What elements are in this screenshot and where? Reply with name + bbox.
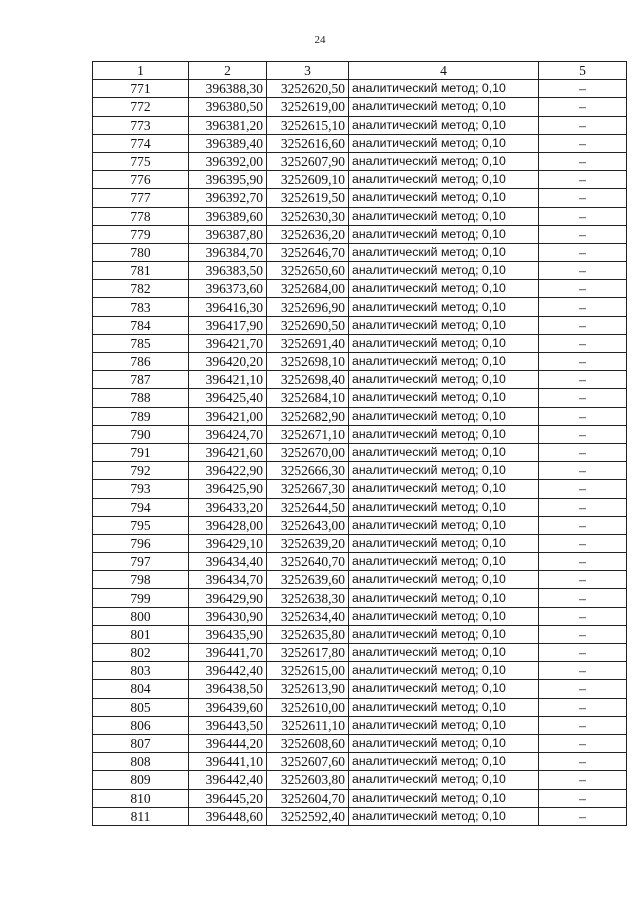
y-coordinate-cell: 3252610,00 <box>267 698 349 716</box>
table-row <box>93 134 627 152</box>
table-row <box>93 371 627 389</box>
column-5-cell: – <box>539 462 627 480</box>
column-5-cell: – <box>539 371 627 389</box>
header-row <box>93 62 627 80</box>
table-row <box>93 498 627 516</box>
y-coordinate-cell: 3252698,40 <box>267 371 349 389</box>
column-header-5: 5 <box>539 62 627 80</box>
column-header-4: 4 <box>349 62 539 80</box>
point-number-cell: 805 <box>93 698 189 716</box>
point-number-cell: 790 <box>93 425 189 443</box>
table-row <box>93 789 627 807</box>
x-coordinate-cell: 396421,00 <box>189 407 267 425</box>
column-5-cell: – <box>539 443 627 461</box>
x-coordinate-cell: 396392,70 <box>189 189 267 207</box>
column-5-cell: – <box>539 607 627 625</box>
method-accuracy-cell: аналитический метод; 0,10 <box>349 553 539 571</box>
method-accuracy-cell: аналитический метод; 0,10 <box>349 353 539 371</box>
table-body <box>93 80 627 826</box>
y-coordinate-cell: 3252635,80 <box>267 625 349 643</box>
point-number-cell: 791 <box>93 443 189 461</box>
x-coordinate-cell: 396395,90 <box>189 171 267 189</box>
x-coordinate-cell: 396422,90 <box>189 462 267 480</box>
point-number-cell: 771 <box>93 80 189 98</box>
x-coordinate-cell: 396442,40 <box>189 771 267 789</box>
table-row <box>93 189 627 207</box>
y-coordinate-cell: 3252646,70 <box>267 243 349 261</box>
y-coordinate-cell: 3252636,20 <box>267 225 349 243</box>
point-number-cell: 773 <box>93 116 189 134</box>
table-row <box>93 534 627 552</box>
x-coordinate-cell: 396389,60 <box>189 207 267 225</box>
y-coordinate-cell: 3252616,60 <box>267 134 349 152</box>
column-header-3: 3 <box>267 62 349 80</box>
y-coordinate-cell: 3252696,90 <box>267 298 349 316</box>
method-accuracy-cell: аналитический метод; 0,10 <box>349 662 539 680</box>
x-coordinate-cell: 396389,40 <box>189 134 267 152</box>
method-accuracy-cell: аналитический метод; 0,10 <box>349 225 539 243</box>
column-5-cell: – <box>539 262 627 280</box>
method-accuracy-cell: аналитический метод; 0,10 <box>349 243 539 261</box>
point-number-cell: 798 <box>93 571 189 589</box>
x-coordinate-cell: 396384,70 <box>189 243 267 261</box>
table-row <box>93 225 627 243</box>
x-coordinate-cell: 396380,50 <box>189 98 267 116</box>
x-coordinate-cell: 396388,30 <box>189 80 267 98</box>
column-5-cell: – <box>539 771 627 789</box>
column-5-cell: – <box>539 480 627 498</box>
y-coordinate-cell: 3252630,30 <box>267 207 349 225</box>
method-accuracy-cell: аналитический метод; 0,10 <box>349 716 539 734</box>
y-coordinate-cell: 3252666,30 <box>267 462 349 480</box>
y-coordinate-cell: 3252638,30 <box>267 589 349 607</box>
point-number-cell: 777 <box>93 189 189 207</box>
table-row <box>93 98 627 116</box>
method-accuracy-cell: аналитический метод; 0,10 <box>349 334 539 352</box>
method-accuracy-cell: аналитический метод; 0,10 <box>349 625 539 643</box>
point-number-cell: 792 <box>93 462 189 480</box>
point-number-cell: 810 <box>93 789 189 807</box>
method-accuracy-cell: аналитический метод; 0,10 <box>349 789 539 807</box>
x-coordinate-cell: 396424,70 <box>189 425 267 443</box>
point-number-cell: 788 <box>93 389 189 407</box>
table-row <box>93 462 627 480</box>
x-coordinate-cell: 396444,20 <box>189 734 267 752</box>
column-5-cell: – <box>539 152 627 170</box>
y-coordinate-cell: 3252690,50 <box>267 316 349 334</box>
table-row <box>93 625 627 643</box>
y-coordinate-cell: 3252611,10 <box>267 716 349 734</box>
point-number-cell: 794 <box>93 498 189 516</box>
method-accuracy-cell: аналитический метод; 0,10 <box>349 771 539 789</box>
column-5-cell: – <box>539 625 627 643</box>
y-coordinate-cell: 3252650,60 <box>267 262 349 280</box>
y-coordinate-cell: 3252634,40 <box>267 607 349 625</box>
method-accuracy-cell: аналитический метод; 0,10 <box>349 680 539 698</box>
table-row <box>93 116 627 134</box>
point-number-cell: 772 <box>93 98 189 116</box>
x-coordinate-cell: 396428,00 <box>189 516 267 534</box>
column-5-cell: – <box>539 734 627 752</box>
coordinates-table <box>92 61 627 826</box>
table-row <box>93 516 627 534</box>
point-number-cell: 802 <box>93 644 189 662</box>
column-5-cell: – <box>539 789 627 807</box>
column-5-cell: – <box>539 425 627 443</box>
table-row <box>93 243 627 261</box>
point-number-cell: 808 <box>93 753 189 771</box>
column-5-cell: – <box>539 680 627 698</box>
point-number-cell: 804 <box>93 680 189 698</box>
y-coordinate-cell: 3252607,90 <box>267 152 349 170</box>
x-coordinate-cell: 396425,40 <box>189 389 267 407</box>
column-header-1: 1 <box>93 62 189 80</box>
x-coordinate-cell: 396383,50 <box>189 262 267 280</box>
method-accuracy-cell: аналитический метод; 0,10 <box>349 571 539 589</box>
table-row <box>93 407 627 425</box>
y-coordinate-cell: 3252640,70 <box>267 553 349 571</box>
table-row <box>93 425 627 443</box>
column-5-cell: – <box>539 662 627 680</box>
method-accuracy-cell: аналитический метод; 0,10 <box>349 152 539 170</box>
column-5-cell: – <box>539 243 627 261</box>
y-coordinate-cell: 3252620,50 <box>267 80 349 98</box>
table-row <box>93 80 627 98</box>
x-coordinate-cell: 396438,50 <box>189 680 267 698</box>
y-coordinate-cell: 3252617,80 <box>267 644 349 662</box>
y-coordinate-cell: 3252613,90 <box>267 680 349 698</box>
column-5-cell: – <box>539 334 627 352</box>
column-5-cell: – <box>539 225 627 243</box>
point-number-cell: 779 <box>93 225 189 243</box>
column-5-cell: – <box>539 189 627 207</box>
point-number-cell: 787 <box>93 371 189 389</box>
column-5-cell: – <box>539 516 627 534</box>
table-row <box>93 207 627 225</box>
point-number-cell: 797 <box>93 553 189 571</box>
column-5-cell: – <box>539 98 627 116</box>
table-row <box>93 644 627 662</box>
x-coordinate-cell: 396434,70 <box>189 571 267 589</box>
table-row <box>93 262 627 280</box>
y-coordinate-cell: 3252670,00 <box>267 443 349 461</box>
table-row <box>93 589 627 607</box>
x-coordinate-cell: 396435,90 <box>189 625 267 643</box>
method-accuracy-cell: аналитический метод; 0,10 <box>349 189 539 207</box>
table-row <box>93 298 627 316</box>
y-coordinate-cell: 3252619,00 <box>267 98 349 116</box>
point-number-cell: 809 <box>93 771 189 789</box>
column-5-cell: – <box>539 698 627 716</box>
y-coordinate-cell: 3252667,30 <box>267 480 349 498</box>
method-accuracy-cell: аналитический метод; 0,10 <box>349 589 539 607</box>
x-coordinate-cell: 396445,20 <box>189 789 267 807</box>
y-coordinate-cell: 3252671,10 <box>267 425 349 443</box>
y-coordinate-cell: 3252684,10 <box>267 389 349 407</box>
column-5-cell: – <box>539 80 627 98</box>
column-5-cell: – <box>539 353 627 371</box>
column-5-cell: – <box>539 134 627 152</box>
x-coordinate-cell: 396381,20 <box>189 116 267 134</box>
method-accuracy-cell: аналитический метод; 0,10 <box>349 316 539 334</box>
method-accuracy-cell: аналитический метод; 0,10 <box>349 171 539 189</box>
y-coordinate-cell: 3252604,70 <box>267 789 349 807</box>
y-coordinate-cell: 3252608,60 <box>267 734 349 752</box>
y-coordinate-cell: 3252644,50 <box>267 498 349 516</box>
table-row <box>93 316 627 334</box>
column-5-cell: – <box>539 116 627 134</box>
table-row <box>93 716 627 734</box>
method-accuracy-cell: аналитический метод; 0,10 <box>349 262 539 280</box>
point-number-cell: 781 <box>93 262 189 280</box>
method-accuracy-cell: аналитический метод; 0,10 <box>349 80 539 98</box>
table-row <box>93 771 627 789</box>
method-accuracy-cell: аналитический метод; 0,10 <box>349 753 539 771</box>
table-header <box>93 62 627 80</box>
point-number-cell: 782 <box>93 280 189 298</box>
x-coordinate-cell: 396392,00 <box>189 152 267 170</box>
y-coordinate-cell: 3252698,10 <box>267 353 349 371</box>
point-number-cell: 807 <box>93 734 189 752</box>
column-5-cell: – <box>539 807 627 825</box>
column-5-cell: – <box>539 389 627 407</box>
column-5-cell: – <box>539 316 627 334</box>
method-accuracy-cell: аналитический метод; 0,10 <box>349 98 539 116</box>
table-row <box>93 553 627 571</box>
point-number-cell: 783 <box>93 298 189 316</box>
table-row <box>93 734 627 752</box>
method-accuracy-cell: аналитический метод; 0,10 <box>349 516 539 534</box>
column-5-cell: – <box>539 571 627 589</box>
y-coordinate-cell: 3252609,10 <box>267 171 349 189</box>
x-coordinate-cell: 396420,20 <box>189 353 267 371</box>
y-coordinate-cell: 3252592,40 <box>267 807 349 825</box>
method-accuracy-cell: аналитический метод; 0,10 <box>349 207 539 225</box>
method-accuracy-cell: аналитический метод; 0,10 <box>349 425 539 443</box>
x-coordinate-cell: 396421,60 <box>189 443 267 461</box>
method-accuracy-cell: аналитический метод; 0,10 <box>349 371 539 389</box>
y-coordinate-cell: 3252682,90 <box>267 407 349 425</box>
point-number-cell: 778 <box>93 207 189 225</box>
x-coordinate-cell: 396429,90 <box>189 589 267 607</box>
column-5-cell: – <box>539 553 627 571</box>
table-row <box>93 334 627 352</box>
page-number: 24 <box>314 34 326 46</box>
point-number-cell: 789 <box>93 407 189 425</box>
y-coordinate-cell: 3252615,00 <box>267 662 349 680</box>
table-row <box>93 753 627 771</box>
method-accuracy-cell: аналитический метод; 0,10 <box>349 480 539 498</box>
point-number-cell: 775 <box>93 152 189 170</box>
x-coordinate-cell: 396373,60 <box>189 280 267 298</box>
x-coordinate-cell: 396430,90 <box>189 607 267 625</box>
column-5-cell: – <box>539 298 627 316</box>
y-coordinate-cell: 3252639,60 <box>267 571 349 589</box>
column-5-cell: – <box>539 753 627 771</box>
table-row <box>93 443 627 461</box>
method-accuracy-cell: аналитический метод; 0,10 <box>349 807 539 825</box>
point-number-cell: 799 <box>93 589 189 607</box>
x-coordinate-cell: 396387,80 <box>189 225 267 243</box>
method-accuracy-cell: аналитический метод; 0,10 <box>349 698 539 716</box>
y-coordinate-cell: 3252691,40 <box>267 334 349 352</box>
point-number-cell: 793 <box>93 480 189 498</box>
point-number-cell: 811 <box>93 807 189 825</box>
x-coordinate-cell: 396441,10 <box>189 753 267 771</box>
table-row <box>93 280 627 298</box>
x-coordinate-cell: 396421,70 <box>189 334 267 352</box>
method-accuracy-cell: аналитический метод; 0,10 <box>349 280 539 298</box>
method-accuracy-cell: аналитический метод; 0,10 <box>349 498 539 516</box>
method-accuracy-cell: аналитический метод; 0,10 <box>349 298 539 316</box>
y-coordinate-cell: 3252639,20 <box>267 534 349 552</box>
y-coordinate-cell: 3252615,10 <box>267 116 349 134</box>
y-coordinate-cell: 3252603,80 <box>267 771 349 789</box>
method-accuracy-cell: аналитический метод; 0,10 <box>349 116 539 134</box>
table-row <box>93 389 627 407</box>
x-coordinate-cell: 396417,90 <box>189 316 267 334</box>
table-row <box>93 152 627 170</box>
x-coordinate-cell: 396421,10 <box>189 371 267 389</box>
x-coordinate-cell: 396443,50 <box>189 716 267 734</box>
y-coordinate-cell: 3252643,00 <box>267 516 349 534</box>
point-number-cell: 774 <box>93 134 189 152</box>
point-number-cell: 780 <box>93 243 189 261</box>
x-coordinate-cell: 396442,40 <box>189 662 267 680</box>
method-accuracy-cell: аналитический метод; 0,10 <box>349 407 539 425</box>
method-accuracy-cell: аналитический метод; 0,10 <box>349 534 539 552</box>
column-5-cell: – <box>539 716 627 734</box>
y-coordinate-cell: 3252684,00 <box>267 280 349 298</box>
point-number-cell: 796 <box>93 534 189 552</box>
column-5-cell: – <box>539 407 627 425</box>
point-number-cell: 786 <box>93 353 189 371</box>
point-number-cell: 795 <box>93 516 189 534</box>
x-coordinate-cell: 396433,20 <box>189 498 267 516</box>
point-number-cell: 801 <box>93 625 189 643</box>
x-coordinate-cell: 396434,40 <box>189 553 267 571</box>
point-number-cell: 784 <box>93 316 189 334</box>
x-coordinate-cell: 396416,30 <box>189 298 267 316</box>
column-5-cell: – <box>539 207 627 225</box>
x-coordinate-cell: 396439,60 <box>189 698 267 716</box>
column-5-cell: – <box>539 171 627 189</box>
table-row <box>93 680 627 698</box>
x-coordinate-cell: 396448,60 <box>189 807 267 825</box>
column-5-cell: – <box>539 498 627 516</box>
method-accuracy-cell: аналитический метод; 0,10 <box>349 734 539 752</box>
table-row <box>93 698 627 716</box>
y-coordinate-cell: 3252607,60 <box>267 753 349 771</box>
table-row <box>93 607 627 625</box>
point-number-cell: 803 <box>93 662 189 680</box>
x-coordinate-cell: 396429,10 <box>189 534 267 552</box>
point-number-cell: 785 <box>93 334 189 352</box>
method-accuracy-cell: аналитический метод; 0,10 <box>349 462 539 480</box>
method-accuracy-cell: аналитический метод; 0,10 <box>349 644 539 662</box>
column-header-2: 2 <box>189 62 267 80</box>
table-row <box>93 171 627 189</box>
point-number-cell: 800 <box>93 607 189 625</box>
point-number-cell: 776 <box>93 171 189 189</box>
table-row <box>93 353 627 371</box>
method-accuracy-cell: аналитический метод; 0,10 <box>349 607 539 625</box>
table-row <box>93 480 627 498</box>
x-coordinate-cell: 396441,70 <box>189 644 267 662</box>
x-coordinate-cell: 396425,90 <box>189 480 267 498</box>
method-accuracy-cell: аналитический метод; 0,10 <box>349 389 539 407</box>
column-5-cell: – <box>539 534 627 552</box>
column-5-cell: – <box>539 644 627 662</box>
column-5-cell: – <box>539 589 627 607</box>
y-coordinate-cell: 3252619,50 <box>267 189 349 207</box>
method-accuracy-cell: аналитический метод; 0,10 <box>349 134 539 152</box>
method-accuracy-cell: аналитический метод; 0,10 <box>349 443 539 461</box>
table-row <box>93 807 627 825</box>
table-row <box>93 571 627 589</box>
table-row <box>93 662 627 680</box>
point-number-cell: 806 <box>93 716 189 734</box>
column-5-cell: – <box>539 280 627 298</box>
